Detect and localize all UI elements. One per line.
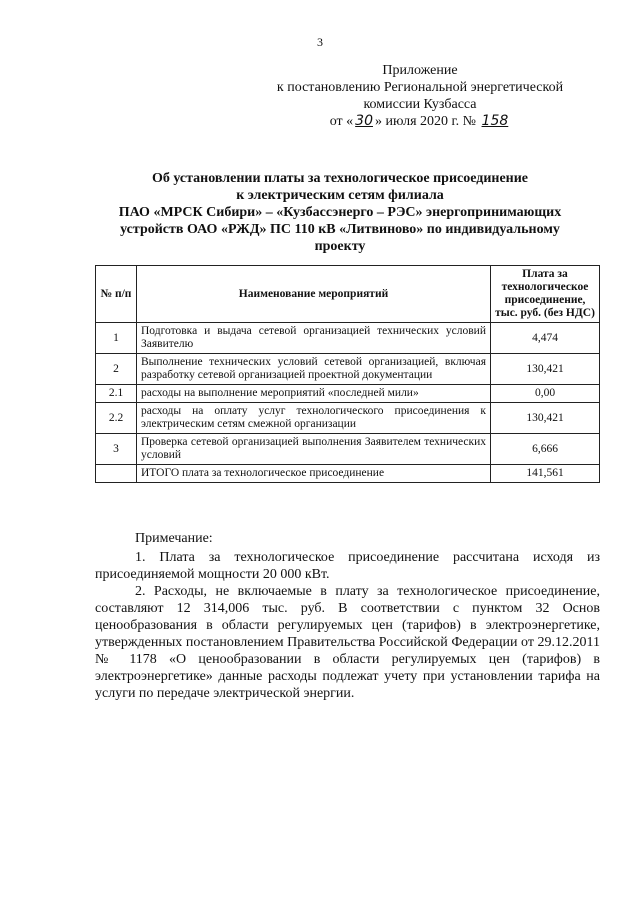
- date-prefix: от «: [329, 114, 354, 129]
- total-num: [96, 465, 137, 483]
- table-row: [96, 354, 600, 385]
- row-value: 0,00: [491, 385, 600, 403]
- row-num: 3: [96, 434, 137, 465]
- handwritten-day: 30: [355, 113, 373, 129]
- tariff-table: [95, 265, 600, 483]
- date-middle: » июля 2020 г. №: [374, 114, 477, 129]
- table-row: [96, 385, 600, 403]
- header-value: Плата за технологическое присоединение, тыс. руб. (без НДС): [491, 266, 600, 323]
- row-name: Выполнение технических условий сетевой организацией, включая разработку сетевой организацией проектной документации: [137, 354, 491, 385]
- row-name: расходы на выполнение мероприятий «последней мили»: [137, 385, 491, 403]
- table-row: [96, 323, 600, 354]
- row-value: 6,666: [491, 434, 600, 465]
- appendix-header: [260, 62, 580, 130]
- title-line-5: проекту: [314, 239, 366, 254]
- appendix-date-line: [260, 113, 580, 130]
- header-name: Наименование мероприятий: [137, 266, 491, 323]
- row-value: 4,474: [491, 323, 600, 354]
- table-header-row: [96, 266, 600, 323]
- total-value: 141,561: [491, 465, 600, 483]
- note-item-1: 1. Плата за технологическое присоединение рассчитана исходя из присоединяемой мощности 20 000 кВт.: [95, 550, 600, 582]
- header-num: № п/п: [96, 266, 137, 323]
- title-line-3: ПАО «МРСК Сибири» – «Кузбассэнерго – РЭС» энергопринимающих: [118, 205, 562, 220]
- page-number: 3: [317, 35, 323, 49]
- row-name: расходы на оплату услуг технологического присоединения к электрическим сетям смежной организации: [137, 403, 491, 434]
- row-value: 130,421: [491, 403, 600, 434]
- title-line-2: к электрическим сетям филиала: [236, 188, 444, 203]
- appendix-resolution-ref: к постановлению Региональной энергетической: [276, 80, 564, 95]
- note-item-2: 2. Расходы, не включаемые в плату за технологическое присоединение, составляют 12 314,006 тыс. руб. В соответствии с пунктом 32 Основ ценообразования в области регулируемых цен (тарифов) в электроэнергетике, утвержденных постановлением Правительства Российской Федерации от 29.12.2011 № 1178 «О ценообразовании в области регулируемых цен (тарифов) в электроэнергетике» данные расходы подлежат учету при установлении тарифа на услуги по передаче электрической энергии.: [95, 584, 600, 701]
- row-num: 2.2: [96, 403, 137, 434]
- document-title: [80, 170, 600, 255]
- appendix-label: Приложение: [382, 63, 458, 78]
- row-value: 130,421: [491, 354, 600, 385]
- notes-heading: Примечание:: [135, 531, 213, 546]
- total-name: ИТОГО плата за технологическое присоединение: [137, 465, 491, 483]
- appendix-commission: комиссии Кузбасса: [363, 97, 477, 112]
- row-num: 2.1: [96, 385, 137, 403]
- row-name: Проверка сетевой организацией выполнения Заявителем технических условий: [137, 434, 491, 465]
- title-line-4: устройств ОАО «РЖД» ПС 110 кВ «Литвиново» по индивидуальному: [120, 222, 560, 237]
- notes-section: [95, 530, 600, 702]
- table-total-row: [96, 465, 600, 483]
- row-num: 1: [96, 323, 137, 354]
- table-row: [96, 434, 600, 465]
- table-row: [96, 403, 600, 434]
- row-name: Подготовка и выдача сетевой организацией технических условий Заявителю: [137, 323, 491, 354]
- row-num: 2: [96, 354, 137, 385]
- handwritten-doc-number: 158: [481, 113, 509, 129]
- title-line-1: Об установлении платы за технологическое присоединение: [151, 171, 529, 186]
